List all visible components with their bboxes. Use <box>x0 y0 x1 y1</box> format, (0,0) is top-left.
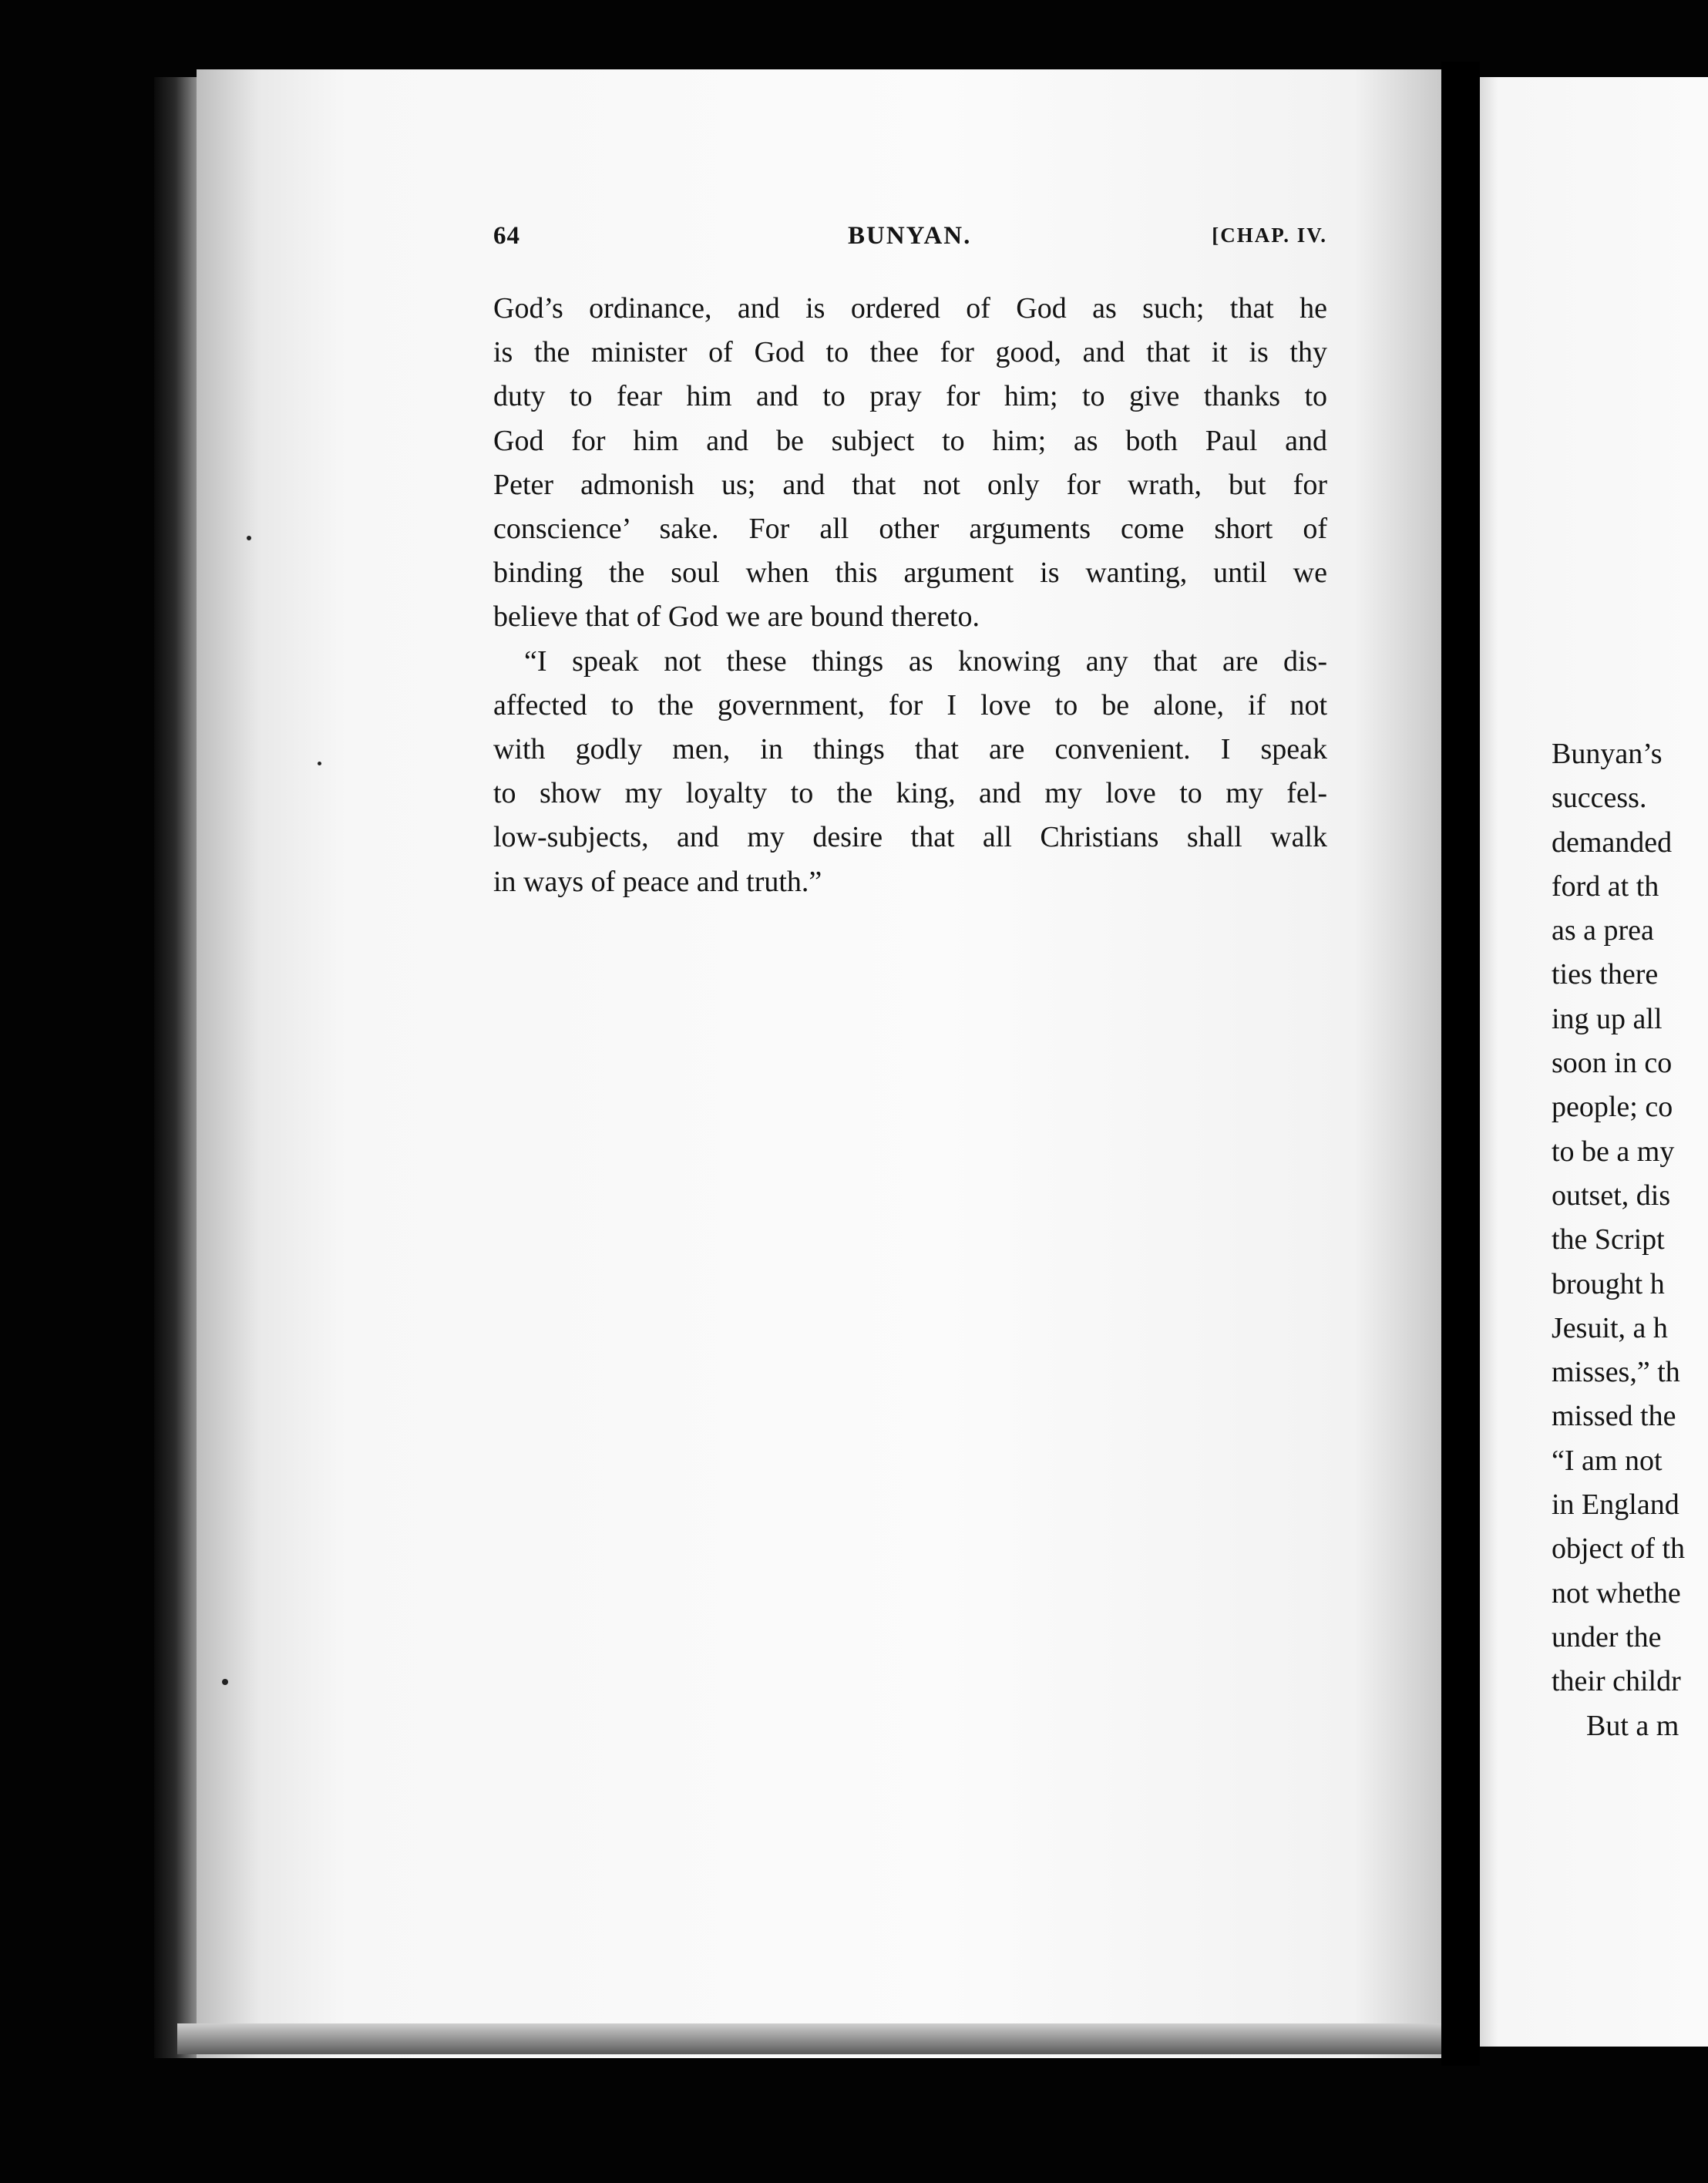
text-line: conscience’ sake. For all other arguments come short of <box>493 513 1327 546</box>
text-line: with godly men, in things that are convenient. I speak <box>493 733 1327 766</box>
text-line: believe that of God we are bound thereto. <box>493 600 980 634</box>
right-text-line: demanded <box>1552 826 1673 859</box>
left-page-bottom-edge <box>177 2023 1441 2054</box>
text-line: Peter admonish us; and that not only for wrath, but for <box>493 468 1327 501</box>
right-text-line: misses,” th <box>1552 1356 1680 1389</box>
right-text-line: “I am not <box>1552 1444 1663 1477</box>
right-text-line: under the <box>1552 1620 1662 1653</box>
right-text-line: ing up all <box>1552 1002 1663 1035</box>
text-line: affected to the government, for I love to be alone, if not <box>493 688 1327 722</box>
chapter-reference: [CHAP. IV. <box>1212 224 1327 247</box>
right-text-line: outset, dis <box>1552 1179 1671 1212</box>
right-text-line: soon in co <box>1552 1047 1673 1080</box>
right-page-text <box>1552 732 1708 1748</box>
paragraph <box>493 287 1327 640</box>
right-text-line: as a prea <box>1552 914 1654 947</box>
right-text-line: Bunyan’s <box>1552 738 1663 770</box>
right-text-line: missed the <box>1552 1400 1676 1433</box>
right-text-line: Jesuit, a h <box>1552 1311 1668 1344</box>
right-text-line: their childr <box>1552 1665 1681 1698</box>
right-text-line: success. <box>1552 782 1647 815</box>
text-line: duty to fear him and to pray for him; to give thanks to <box>493 380 1327 413</box>
text-line: “I speak not these things as knowing any that are dis- <box>524 644 1327 678</box>
right-text-line: not whethe <box>1552 1576 1681 1610</box>
paragraph <box>493 640 1327 904</box>
right-text-line: people; co <box>1552 1091 1673 1124</box>
right-text-line: ties there <box>1552 958 1659 991</box>
page-gutter <box>1441 62 1480 2066</box>
text-line: low-subjects, and my desire that all Christians shall walk <box>493 821 1327 854</box>
right-text-line: But a m <box>1586 1709 1679 1742</box>
text-line: God for him and be subject to him; as both Paul and <box>493 424 1327 457</box>
right-text-line: ford at th <box>1552 870 1659 903</box>
right-text-line: to be a my <box>1552 1135 1675 1168</box>
text-line: is the minister of God to thee for good, and that it is thy <box>493 336 1327 369</box>
text-line: in ways of peace and truth.” <box>493 865 822 898</box>
scan-speck <box>222 1679 228 1685</box>
text-line: to show my loyalty to the king, and my love to my fel- <box>493 777 1327 810</box>
scan-speck <box>318 762 321 765</box>
page-number: 64 <box>493 222 520 250</box>
right-text-line: object of th <box>1552 1532 1686 1566</box>
right-text-line: the Script <box>1552 1223 1665 1256</box>
body-text <box>493 287 1327 904</box>
scan-speck <box>247 536 251 540</box>
text-line: binding the soul when this argument is wanting, until we <box>493 557 1327 590</box>
running-head <box>493 222 1327 256</box>
right-text-line: brought h <box>1552 1267 1665 1300</box>
text-line: God’s ordinance, and is ordered of God as such; that he <box>493 292 1327 325</box>
right-text-line: in England <box>1552 1488 1679 1522</box>
running-title: BUNYAN. <box>848 222 972 250</box>
